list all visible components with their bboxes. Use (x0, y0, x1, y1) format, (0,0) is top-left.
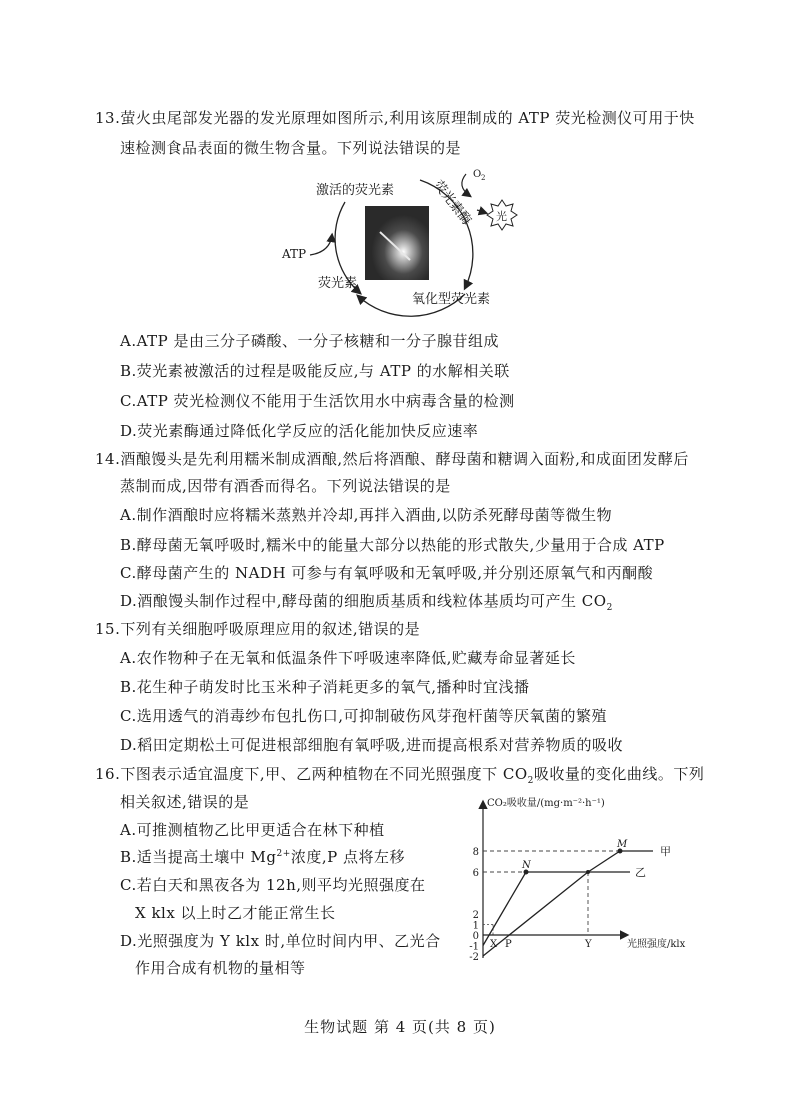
label-luciferin: 荧光素 (318, 276, 358, 291)
co2-absorption-chart (455, 790, 690, 965)
q16-option-d-line1: D.光照强度为 Y klx 时,单位时间内甲、乙光合 (120, 932, 441, 950)
q16-option-b-sup: 2+ (276, 849, 291, 859)
q16-option-d-line2: 作用合成有机物的量相等 (135, 959, 306, 977)
q14-option-c: C.酵母菌产生的 NADH 可参与有氧呼吸和无氧呼吸,并分别还原氧气和丙酮酸 (120, 564, 654, 582)
label-light: 光 (496, 210, 507, 223)
y-tick-label: -1 (469, 941, 479, 953)
q14-stem-line1: 14.酒酿馒头是先利用糯米制成酒酿,然后将酒酿、酵母菌和糖调入面粉,和成面团发酵后 (95, 450, 689, 468)
x-marker-x: X (490, 939, 498, 950)
q14-option-b: B.酵母菌无氧呼吸时,糯米中的能量大部分以热能的形式散失,少量用于合成 ATP (120, 536, 665, 554)
q16-option-b (120, 847, 405, 867)
q15-option-a: A.农作物种子在无氧和低温条件下呼吸速率降低,贮藏寿命显著延长 (120, 649, 576, 667)
x-axis-title: 光照强度/klx (627, 939, 686, 950)
label-series-jia: 甲 (660, 845, 671, 858)
q13-stem-line2: 速检测食品表面的微生物含量。下列说法错误的是 (120, 139, 462, 157)
q16-stem-a: 16.下图表示适宜温度下,甲、乙两种植物在不同光照强度下 CO (95, 765, 528, 783)
label-luciferase: 荧光素酶 (430, 177, 474, 229)
y-tick-label: 1 (472, 920, 479, 932)
q16-option-c-line2: X klx 以上时乙才能正常生长 (135, 904, 336, 922)
label-series-yi: 乙 (635, 866, 646, 879)
q15-option-c: C.选用透气的消毒纱布包扎伤口,可抑制破伤风芽孢杆菌等厌氧菌的繁殖 (120, 707, 607, 725)
q16-stem-sub: 2 (527, 776, 534, 786)
q13-option-b: B.荧光素被激活的过程是吸能反应,与 ATP 的水解相关联 (120, 362, 510, 380)
q16-option-a: A.可推测植物乙比甲更适合在林下种植 (120, 821, 385, 839)
y-tick-label: 6 (472, 868, 479, 879)
atp-arrow (310, 235, 332, 255)
label-activated-luciferin: 激活的荧光素 (316, 183, 395, 198)
label-m: M (617, 839, 628, 850)
label-oxidized-luciferin: 氧化型荧光素 (412, 292, 491, 307)
x-marker-p: P (505, 939, 512, 950)
firefly-photo (365, 206, 429, 280)
x-marker-y: Y (585, 939, 592, 950)
label-n: N (522, 860, 531, 871)
label-o2-sub: 2 (481, 174, 486, 182)
q16-stem-b: 吸收量的变化曲线。下列 (533, 765, 705, 783)
q14-option-a: A.制作酒酿时应将糯米蒸熟并冷却,再拌入酒曲,以防杀死酵母菌等微生物 (120, 506, 613, 524)
q13-stem-line1: 13.萤火虫尾部发光器的发光原理如图所示,利用该原理制成的 ATP 荧光检测仪可用于快 (95, 109, 695, 127)
y-tick-label: 8 (472, 847, 479, 858)
luciferase-cycle-diagram (270, 160, 530, 320)
q14-option-d-text: D.酒酿馒头制作过程中,酵母菌的细胞质基质和线粒体基质均可产生 CO (120, 592, 607, 610)
q13-option-a: A.ATP 是由三分子磷酸、一分子核糖和一分子腺苷组成 (120, 332, 499, 350)
q13-option-d: D.荧光素酶通过降低化学反应的活化能加快反应速率 (120, 422, 479, 440)
q14-option-d (120, 591, 613, 611)
y-axis-title: CO₂吸收量/(mg·m⁻²·h⁻¹) (487, 798, 605, 809)
q14-stem-line2: 蒸制而成,因带有酒香而得名。下列说法错误的是 (120, 477, 451, 495)
q15-stem: 15.下列有关细胞呼吸原理应用的叙述,错误的是 (95, 620, 421, 638)
label-o2: O (473, 169, 482, 180)
q15-option-d: D.稻田定期松土可促进根部细胞有氧呼吸,进而提高根系对营养物质的吸收 (120, 736, 624, 754)
q16-option-b-a: B.适当提高土壤中 Mg (120, 848, 277, 866)
q15-option-b: B.花生种子萌发时比玉米种子消耗更多的氧气,播种时宜浅播 (120, 678, 530, 696)
point-intersection (586, 870, 590, 874)
q16-option-c-line1: C.若白天和黑夜各为 12h,则平均光照强度在 (120, 876, 426, 894)
q14-option-d-sub: 2 (606, 603, 613, 613)
q16-option-b-b: 浓度,P 点将左移 (290, 848, 405, 866)
y-tick-label: 0 (472, 931, 479, 942)
page-footer: 生物试题 第 4 页(共 8 页) (304, 1018, 496, 1036)
q16-stem-line1 (95, 764, 704, 784)
q16-stem-line2: 相关叙述,错误的是 (120, 793, 250, 811)
label-atp: ATP (282, 247, 307, 261)
y-tick-label: 2 (472, 910, 479, 921)
q13-option-c: C.ATP 荧光检测仪不能用于生活饮用水中病毒含量的检测 (120, 392, 515, 410)
y-tick-label: -2 (469, 952, 479, 963)
o2-arrow (462, 174, 470, 196)
